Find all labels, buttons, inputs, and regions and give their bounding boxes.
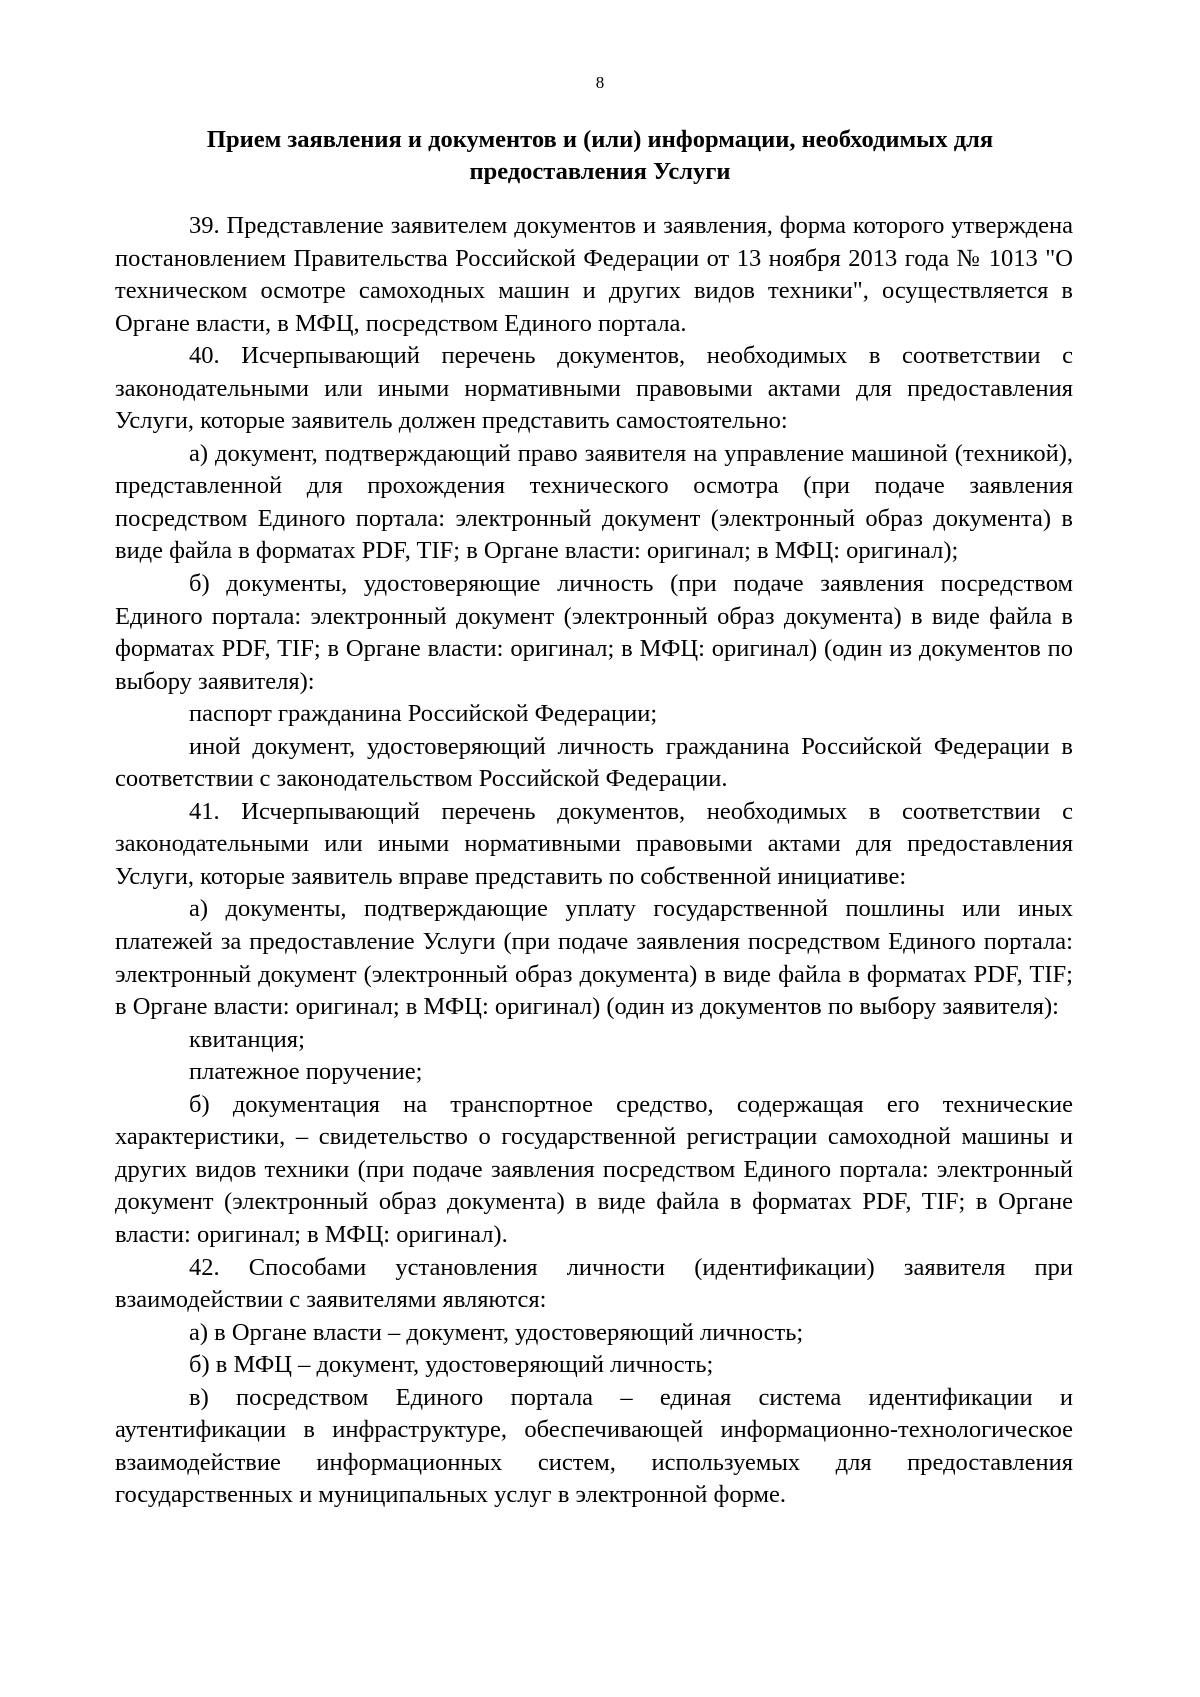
paragraph-41-item-a-option-payment-order: платежное поручение; xyxy=(189,1058,423,1086)
section-title: Прием заявления и документов и (или) информации, необходимых для предоставления Услуги xyxy=(206,126,994,185)
paragraph-41: 41. Исчерпывающий перечень документов, необходимых в соответствии с законодательными или иными нормативными правовыми актами для предоставления Услуги, которые заявитель вправе представить по собственной инициативе: xyxy=(115,797,1073,890)
paragraph-42-item-c: в) посредством Единого портала – единая система идентификации и аутентификации в инфраструктуре, обеспечивающей информационно-технологическое взаимодействие информационных систем, используемых для предоставления государственных и муниципальных услуг в электронной форме. xyxy=(115,1383,1073,1509)
paragraph-39: 39. Представление заявителем документов и заявления, форма которого утверждена постановлением Правительства Российской Федерации от 13 ноября 2013 года № 1013 "О техническом осмотре самоходных машин и других видов техники", осуществляется в Органе власти, в МФЦ, посредством Единого портала. xyxy=(115,212,1073,337)
paragraph-42-item-a: а) в Органе власти – документ, удостоверяющий личность; xyxy=(189,1318,804,1346)
paragraph-41-item-a: а) документы, подтверждающие уплату государственной пошлины или иных платежей за предоставление Услуги (при подаче заявления посредством Единого портала: электронный документ (электронный образ документа) в виде файла в форматах PDF, TIF; в Органе власти: оригинал; в МФЦ: оригинал) (один из документов по выбору заявителя): xyxy=(115,895,1073,1021)
paragraph-41-item-b: б) документация на транспортное средство, содержащая его технические характеристики, – свидетельство о государственной регистрации самоходной машины и других видов техники (при подаче заявления посредством Единого портала: электронный документ (электронный образ документа) в виде файла в форматах PDF, TIF; в Органе власти: оригинал; в МФЦ: оригинал). xyxy=(115,1090,1073,1248)
paragraph-40: 40. Исчерпывающий перечень документов, необходимых в соответствии с законодательными или иными нормативными правовыми актами для предоставления Услуги, которые заявитель должен представить самостоятельно: xyxy=(115,342,1073,435)
paragraph-42-item-b: б) в МФЦ – документ, удостоверяющий личность; xyxy=(189,1351,714,1379)
paragraph-40-item-a: а) документ, подтверждающий право заявителя на управление машиной (техникой), представленной для прохождения технического осмотра (при подаче заявления посредством Единого портала: электронный документ (электронный образ документа) в виде файла в форматах PDF, TIF; в Органе власти: оригинал; в МФЦ: оригинал); xyxy=(115,439,1073,565)
paragraph-40-item-b: б) документы, удостоверяющие личность (при подаче заявления посредством Единого портала: электронный документ (электронный образ документа) в виде файла в форматах PDF, TIF; в Органе власти: оригинал; в МФЦ: оригинал) (один из документов по выбору заявителя): xyxy=(115,570,1073,695)
paragraph-40-item-b-option-other: иной документ, удостоверяющий личность гражданина Российской Федерации в соответствии с законодательством Российской Федерации. xyxy=(115,732,1073,793)
paragraph-42: 42. Способами установления личности (идентификации) заявителя при взаимодействии с заявителями являются: xyxy=(115,1253,1073,1314)
page-number: 8 xyxy=(595,73,605,92)
document-body xyxy=(115,210,1073,1512)
paragraph-40-item-b-option-passport: паспорт гражданина Российской Федерации; xyxy=(189,700,658,728)
paragraph-41-item-a-option-receipt: квитанция; xyxy=(189,1025,305,1053)
